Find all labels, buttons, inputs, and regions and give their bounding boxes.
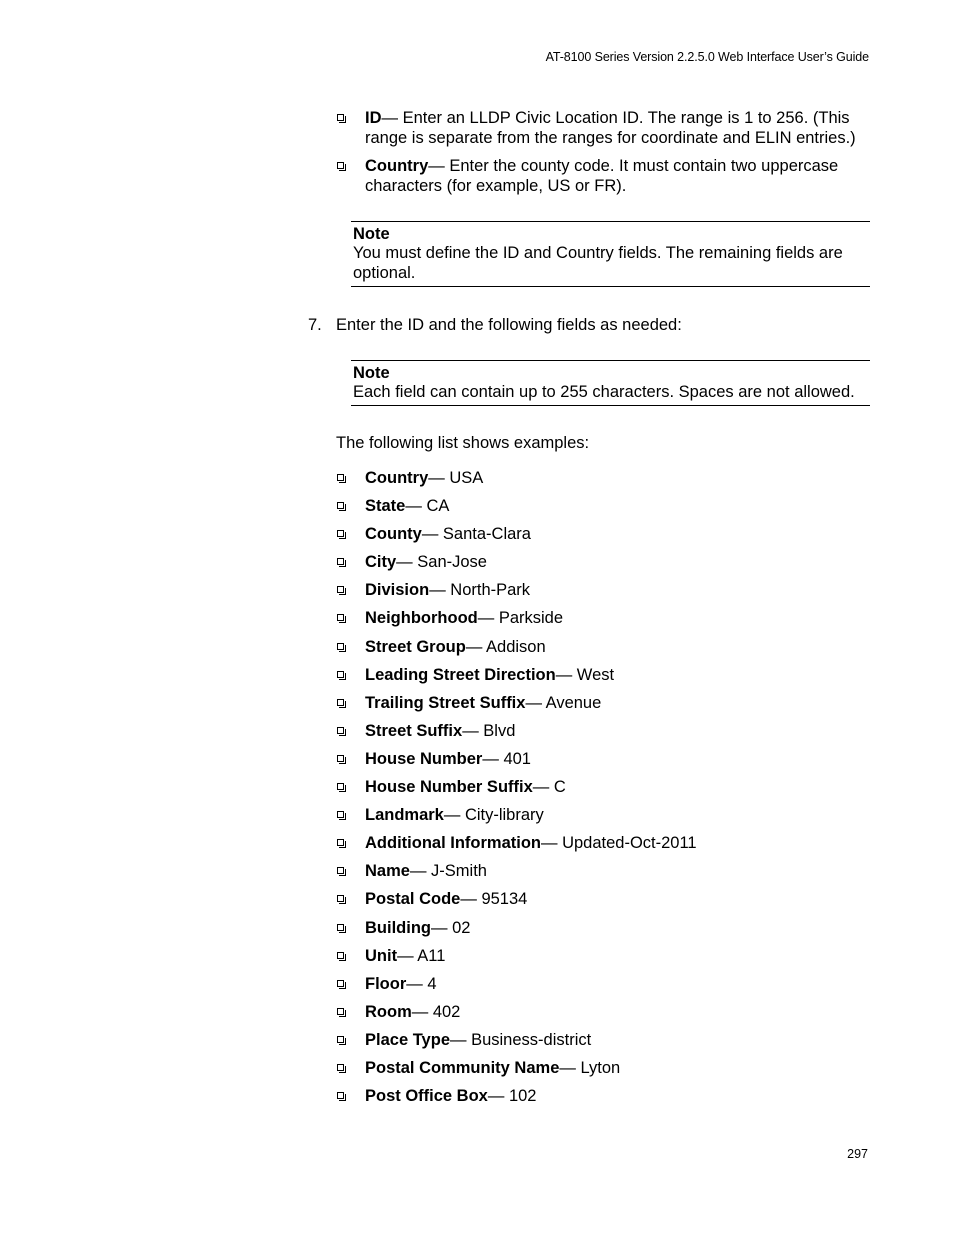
field-term: Postal Community Name	[365, 1058, 560, 1077]
square-bullet-icon	[337, 643, 344, 650]
square-bullet-icon	[337, 614, 344, 621]
note-title: Note	[353, 225, 390, 243]
square-bullet-icon	[337, 924, 344, 931]
list-item	[336, 552, 876, 580]
list-item	[336, 468, 876, 496]
field-term: Name	[365, 862, 410, 881]
field-term: Room	[365, 1002, 412, 1021]
field-description: — J-Smith	[409, 862, 487, 881]
list-item	[336, 974, 876, 1002]
square-bullet-icon	[337, 162, 344, 169]
square-bullet-icon	[337, 1036, 344, 1043]
square-bullet-icon	[337, 699, 344, 706]
field-term: Unit	[365, 946, 398, 965]
list-item	[336, 608, 876, 636]
note-box	[351, 360, 870, 406]
square-bullet-icon	[337, 1008, 344, 1015]
square-bullet-icon	[337, 586, 344, 593]
square-bullet-icon	[337, 952, 344, 959]
field-description: — Blvd	[462, 721, 516, 740]
field-term: Additional Information	[365, 834, 541, 853]
field-description: — 02	[430, 918, 471, 937]
field-term: State	[365, 497, 406, 516]
square-bullet-icon	[337, 558, 344, 565]
list-item	[336, 749, 876, 777]
list-item	[336, 1030, 876, 1058]
list-item	[336, 580, 876, 608]
square-bullet-icon	[337, 530, 344, 537]
field-description: — West	[555, 665, 615, 684]
field-term: Building	[365, 918, 431, 937]
field-term: ID	[365, 109, 382, 127]
square-bullet-icon	[337, 980, 344, 987]
square-bullet-icon	[337, 114, 344, 121]
list-item	[336, 108, 876, 148]
list-item	[336, 889, 876, 917]
field-term: Place Type	[365, 1030, 450, 1049]
field-term: Country	[365, 469, 429, 487]
list-item	[336, 496, 876, 524]
note-text: You must define the ID and Country fields. The remaining fields are optional.	[353, 244, 843, 282]
square-bullet-icon	[337, 474, 344, 481]
list-item	[336, 833, 876, 861]
square-bullet-icon	[337, 783, 344, 790]
field-description: — Addison	[465, 637, 546, 656]
square-bullet-icon	[337, 867, 344, 874]
field-description: — 402	[411, 1002, 461, 1021]
field-description: — Enter the county code. It must contain two uppercase characters (for example, US or FR).	[365, 157, 839, 195]
field-term: Floor	[365, 974, 407, 993]
list-item	[336, 665, 876, 693]
list-item	[336, 777, 876, 805]
list-item	[336, 861, 876, 889]
square-bullet-icon	[337, 839, 344, 846]
page-number: 297	[847, 1147, 868, 1161]
square-bullet-icon	[337, 1092, 344, 1099]
field-term: Street Group	[365, 637, 466, 656]
field-description: — Santa-Clara	[421, 525, 531, 544]
field-description: — Parkside	[477, 609, 564, 628]
field-description: — Updated-Oct-2011	[540, 834, 697, 853]
list-item	[336, 156, 876, 196]
list-item	[336, 1086, 876, 1114]
field-term: Division	[365, 581, 430, 600]
list-item	[336, 946, 876, 974]
field-term: Country	[365, 157, 429, 175]
field-term: House Number	[365, 749, 483, 768]
field-description: — Lyton	[559, 1058, 621, 1077]
page-header: AT-8100 Series Version 2.2.5.0 Web Interface User’s Guide	[545, 50, 869, 64]
field-description: — City-library	[443, 806, 544, 825]
square-bullet-icon	[337, 671, 344, 678]
field-term: House Number Suffix	[365, 778, 533, 797]
square-bullet-icon	[337, 1064, 344, 1071]
field-term: Landmark	[365, 806, 444, 825]
field-description: — 102	[487, 1087, 537, 1106]
field-description: — 4	[406, 974, 437, 993]
square-bullet-icon	[337, 727, 344, 734]
field-description: — Enter an LLDP Civic Location ID. The range is 1 to 256. (This range is separate from the ranges for coordinate and ELIN entries.)	[365, 109, 856, 147]
field-description: — A11	[397, 946, 446, 965]
field-term: County	[365, 525, 422, 544]
step-text: Enter the ID and the following fields as needed:	[336, 316, 682, 334]
square-bullet-icon	[337, 502, 344, 509]
square-bullet-icon	[337, 811, 344, 818]
list-item	[336, 637, 876, 665]
square-bullet-icon	[337, 755, 344, 762]
field-description: — 95134	[460, 890, 528, 909]
field-description: — Avenue	[525, 693, 602, 712]
note-box	[351, 221, 870, 287]
field-term: City	[365, 553, 397, 572]
list-item	[336, 721, 876, 749]
field-description: — North-Park	[429, 581, 531, 600]
note-text: Each field can contain up to 255 characters. Spaces are not allowed.	[353, 383, 855, 401]
field-description: — USA	[428, 469, 484, 487]
list-item	[336, 805, 876, 833]
list-item	[336, 1058, 876, 1086]
field-term: Trailing Street Suffix	[365, 693, 526, 712]
field-term: Neighborhood	[365, 609, 478, 628]
step-number: 7.	[308, 316, 322, 334]
examples-intro: The following list shows examples:	[336, 434, 590, 452]
note-title: Note	[353, 364, 390, 382]
field-description: — 401	[482, 749, 531, 768]
field-term: Street Suffix	[365, 721, 463, 740]
list-item	[336, 524, 876, 552]
examples-bullet-list	[336, 468, 876, 1114]
list-item	[336, 1002, 876, 1030]
intro-bullet-list	[336, 108, 876, 204]
field-description: — C	[532, 778, 566, 797]
square-bullet-icon	[337, 895, 344, 902]
field-term: Postal Code	[365, 890, 461, 909]
field-term: Leading Street Direction	[365, 665, 556, 684]
field-description: — CA	[405, 497, 450, 516]
procedure-step	[308, 315, 682, 335]
field-term: Post Office Box	[365, 1087, 488, 1106]
list-item	[336, 918, 876, 946]
field-description: — San-Jose	[396, 553, 487, 572]
field-description: — Business-district	[450, 1030, 592, 1049]
list-item	[336, 693, 876, 721]
